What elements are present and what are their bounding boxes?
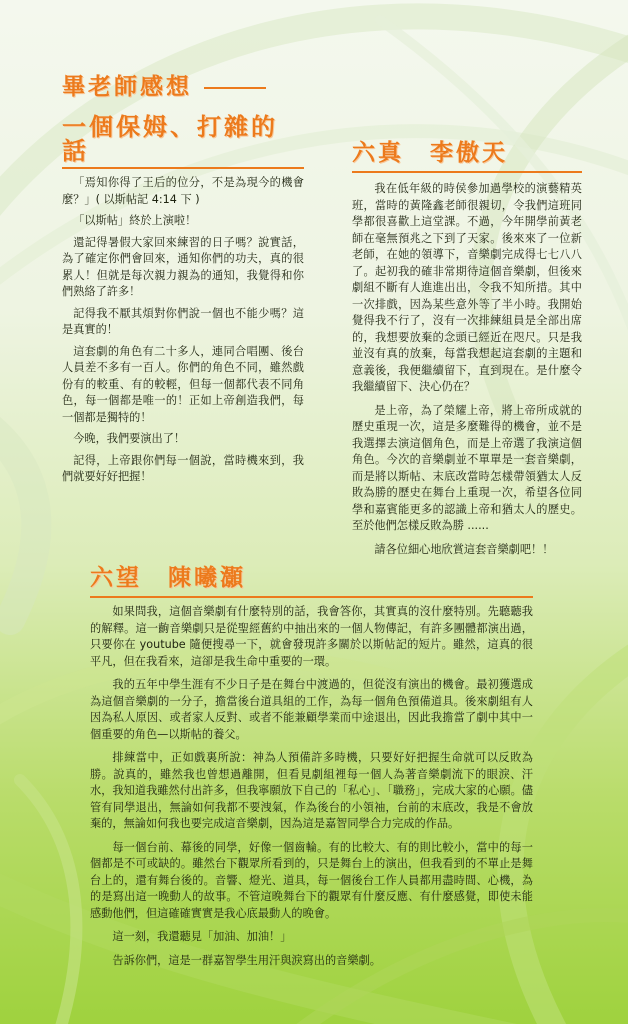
section1-paragraph: 還記得暑假大家回來練習的日子嗎？說實話，為了確定你們會回來，通知你們的功夫，真的很累人！但就是每次親力親為的通知，我覺得和你們熟絡了許多！ [62,235,304,298]
section1-paragraph: 今晚，我們要演出了！ [73,432,186,445]
section3-paragraph: 排練當中，正如戲裏所說：神為人預備許多時機，只要好好把握生命就可以反敗為勝。說真的，雖然我也曾想過離開，但看見劇組裡每一個人為著音樂劇流下的眼淚、汗水，我知道我雖然付出許多，但我寧願放下自己的「私心」、「職務」，完成大家的心願。儘管有同學退出，無論如何我都不要洩氣，作為後台的小領袖，台前的末底改，我是不會放棄的，無論如何我也要完成這音樂劇，因為這是嘉智同學合力完成的作品。 [90,751,533,830]
section3-paragraph: 我的五年中學生涯有不少日子是在舞台中渡過的，但從沒有演出的機會。最初獲選成為這個音樂劇的一分子，擔當後台道具組的工作，為每一個角色預備道具。後來劇組有人因為私人原因、或者家人反對、或者不能兼顧學業而中途退出，因此我擔當了劇中其中一個重要的角色—以斯帖的養父。 [90,678,533,741]
section2-paragraph: 請各位細心地欣賞這套音樂劇吧！！ [374,542,554,556]
section-teacher-reflection [62,76,304,491]
section3-paragraph: 這一刻，我還聽見「加油、加油！」 [112,930,292,943]
section1-paragraph: 記得，上帝跟你們每一個說，當時機來到，我們就要好好把握！ [62,453,304,483]
section3-divider [90,596,533,598]
section3-paragraph: 如果問我，這個音樂劇有什麼特別的話，我會答你，其實真的沒什麼特別。先聽聽我的解釋。這一齣音樂劇只是從聖經舊約中抽出來的一個人物傳記，有許多團體都演出過，只要你在 youtube 隨便搜尋一下，就會發現許多關於以斯帖記的短片。雖然，這真的很平凡，但在我看來，這卻是我生命中重要的一環。 [90,605,533,668]
section1-paragraph: 記得我不厭其煩對你們說一個也不能少嗎？這是真實的！ [62,306,304,336]
section1-paragraph: 「以斯帖」終於上演啦！ [73,214,197,227]
section1-subtitle: 一個保姆、打雜的話 [62,113,278,165]
title-dash [204,87,266,89]
section3-paragraph: 告訴你們，這是一群嘉智學生用汗與淚寫出的音樂劇。 [112,953,381,967]
section-student-chan [90,567,533,976]
section1-paragraph: 這套劇的角色有二十多人，連同合唱團、後台人員差不多有一百人。你們的角色不同，雖然戲份有的較重、有的較輕，但每一個都代表不同角色，每一個都是唯一的！正如上帝創造我們，每一個都是獨特的！ [62,344,304,424]
section3-title: 六望 陳曦灝 [90,565,246,591]
section-student-li [352,142,582,565]
section2-divider [352,171,582,173]
section3-paragraph: 每一個台前、幕後的同學，好像一個齒輪。有的比較大、有的則比較小，當中的每一個都是不可或缺的。雖然台下觀眾所看到的，只是舞台上的演出，但我看到的不單止是舞台上的，還有舞台後的。音響、燈光、道具，每一個後台工作人員都用盡時間、心機，為的是寫出這一晚動人的故事。不管這晚舞台下的觀眾有什麼反應、有什麼感覺，即使未能感動他們，但這確確實實是我心底最動人的晚會。 [90,840,533,920]
section1-title [62,76,304,99]
section2-paragraph: 我在低年級的時侯參加過學校的演藝精英班，當時的黃隆鑫老師很親切，令我們這班同學都很喜歡上這堂課。不過，今年開學前黃老師在毫無預兆之下到了天家。後來來了一位新老師，在她的領導下，音樂劇完成得七七八八了。起初我的確非常期待這個音樂劇，但後來劇組不斷有人進進出出，令我不知所措。其中一次排戲，因為某些意外等了半小時。我開始覺得我不行了，沒有一次排練組員是全部出席的，我想要放棄的念頭已經近在咫尺。只是我並沒有真的放棄，每當我想起這套劇的主題和意義後，我便繼續留下，直到現在。是什麼令我繼續留下、決心仍在？ [352,182,582,393]
section1-divider [62,167,304,169]
section1-title-text: 畢老師感想 [62,74,192,100]
section2-paragraph: 是上帝，為了榮耀上帝，將上帝所成就的歷史重現一次，這是多麼難得的機會，並不是我選擇去演這個角色，而是上帝選了我演這個角色。今次的音樂劇並不單單是一套音樂劇，而是將以斯帖、末底改當時怎樣帶領猶太人反敗為勝的歷史在舞台上重現一次，希望各位同學和嘉賓能更多的認識上帝和猶太人的歷史。至於他們怎樣反敗為勝 ...... [352,403,582,532]
section2-title: 六真 李傲天 [352,140,508,166]
section1-paragraph: 「焉知你得了王后的位分，不是為現今的機會麼？」( 以斯帖記 4:14 下 ) [62,176,304,206]
